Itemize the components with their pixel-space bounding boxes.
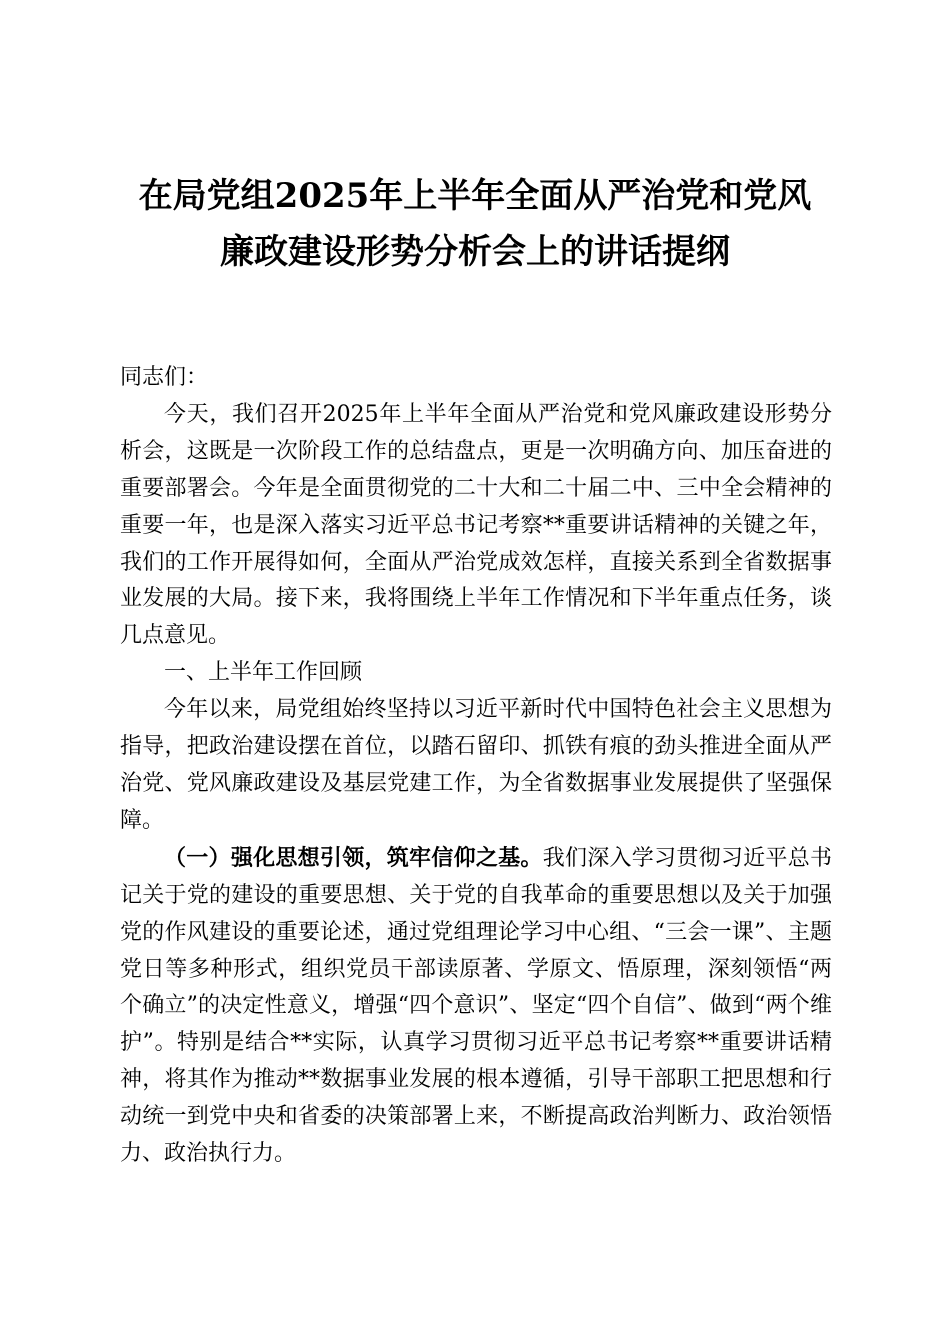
section-heading-1: 一、上半年工作回顾 xyxy=(164,660,363,686)
subsection-1-paragraph xyxy=(120,840,832,1173)
document-body xyxy=(120,360,832,1173)
intro-paragraph: 今天，我们召开2025年上半年全面从严治党和党风廉政建设形势分析会，这既是一次阶段工作的总结盘点，更是一次明确方向、加压奋进的重要部署会。今年是全面贯彻党的二十大和二十届二中、三中全会精神的重要一年，也是深入落实习近平总书记考察**重要讲话精神的关键之年，我们的工作开展得如何，全面从严治党成效怎样，直接关系到全省数据事业发展的大局。接下来，我将围绕上半年工作情况和下半年重点任务，谈几点意见。 xyxy=(120,401,832,649)
title-line-1: 在局党组2025年上半年全面从严治党和党风 xyxy=(138,176,812,216)
subsection-1-heading: （一）强化思想引领，筑牢信仰之基。 xyxy=(164,844,543,871)
section-1-paragraph: 今年以来，局党组始终坚持以习近平新时代中国特色社会主义思想为指导，把政治建设摆在首位，以踏石留印、抓铁有痕的劲头推进全面从严治党、党风廉政建设及基层党建工作，为全省数据事业发展提供了坚强保障。 xyxy=(120,697,832,833)
salutation: 同志们： xyxy=(120,365,209,390)
document-title xyxy=(100,168,850,280)
title-line-2: 廉政建设形势分析会上的讲话提纲 xyxy=(220,232,730,272)
subsection-1-body: 我们深入学习贯彻习近平总书记关于党的建设的重要思想、关于党的自我革命的重要思想以及关于加强党的作风建设的重要论述，通过党组理论学习中心组、“三会一课”、主题党日等多种形式，组织党员干部读原著、学原文、悟原理，深刻领悟“两个确立”的决定性意义，增强“四个意识”、坚定“四个自信”、做到“两个维护”。特别是结合**实际，认真学习贯彻习近平总书记考察**重要讲话精神，将其作为推动**数据事业发展的根本遵循，引导干部职工把思想和行动统一到党中央和省委的决策部署上来，不断提高政治判断力、政治领悟力、政治执行力。 xyxy=(120,845,832,1167)
